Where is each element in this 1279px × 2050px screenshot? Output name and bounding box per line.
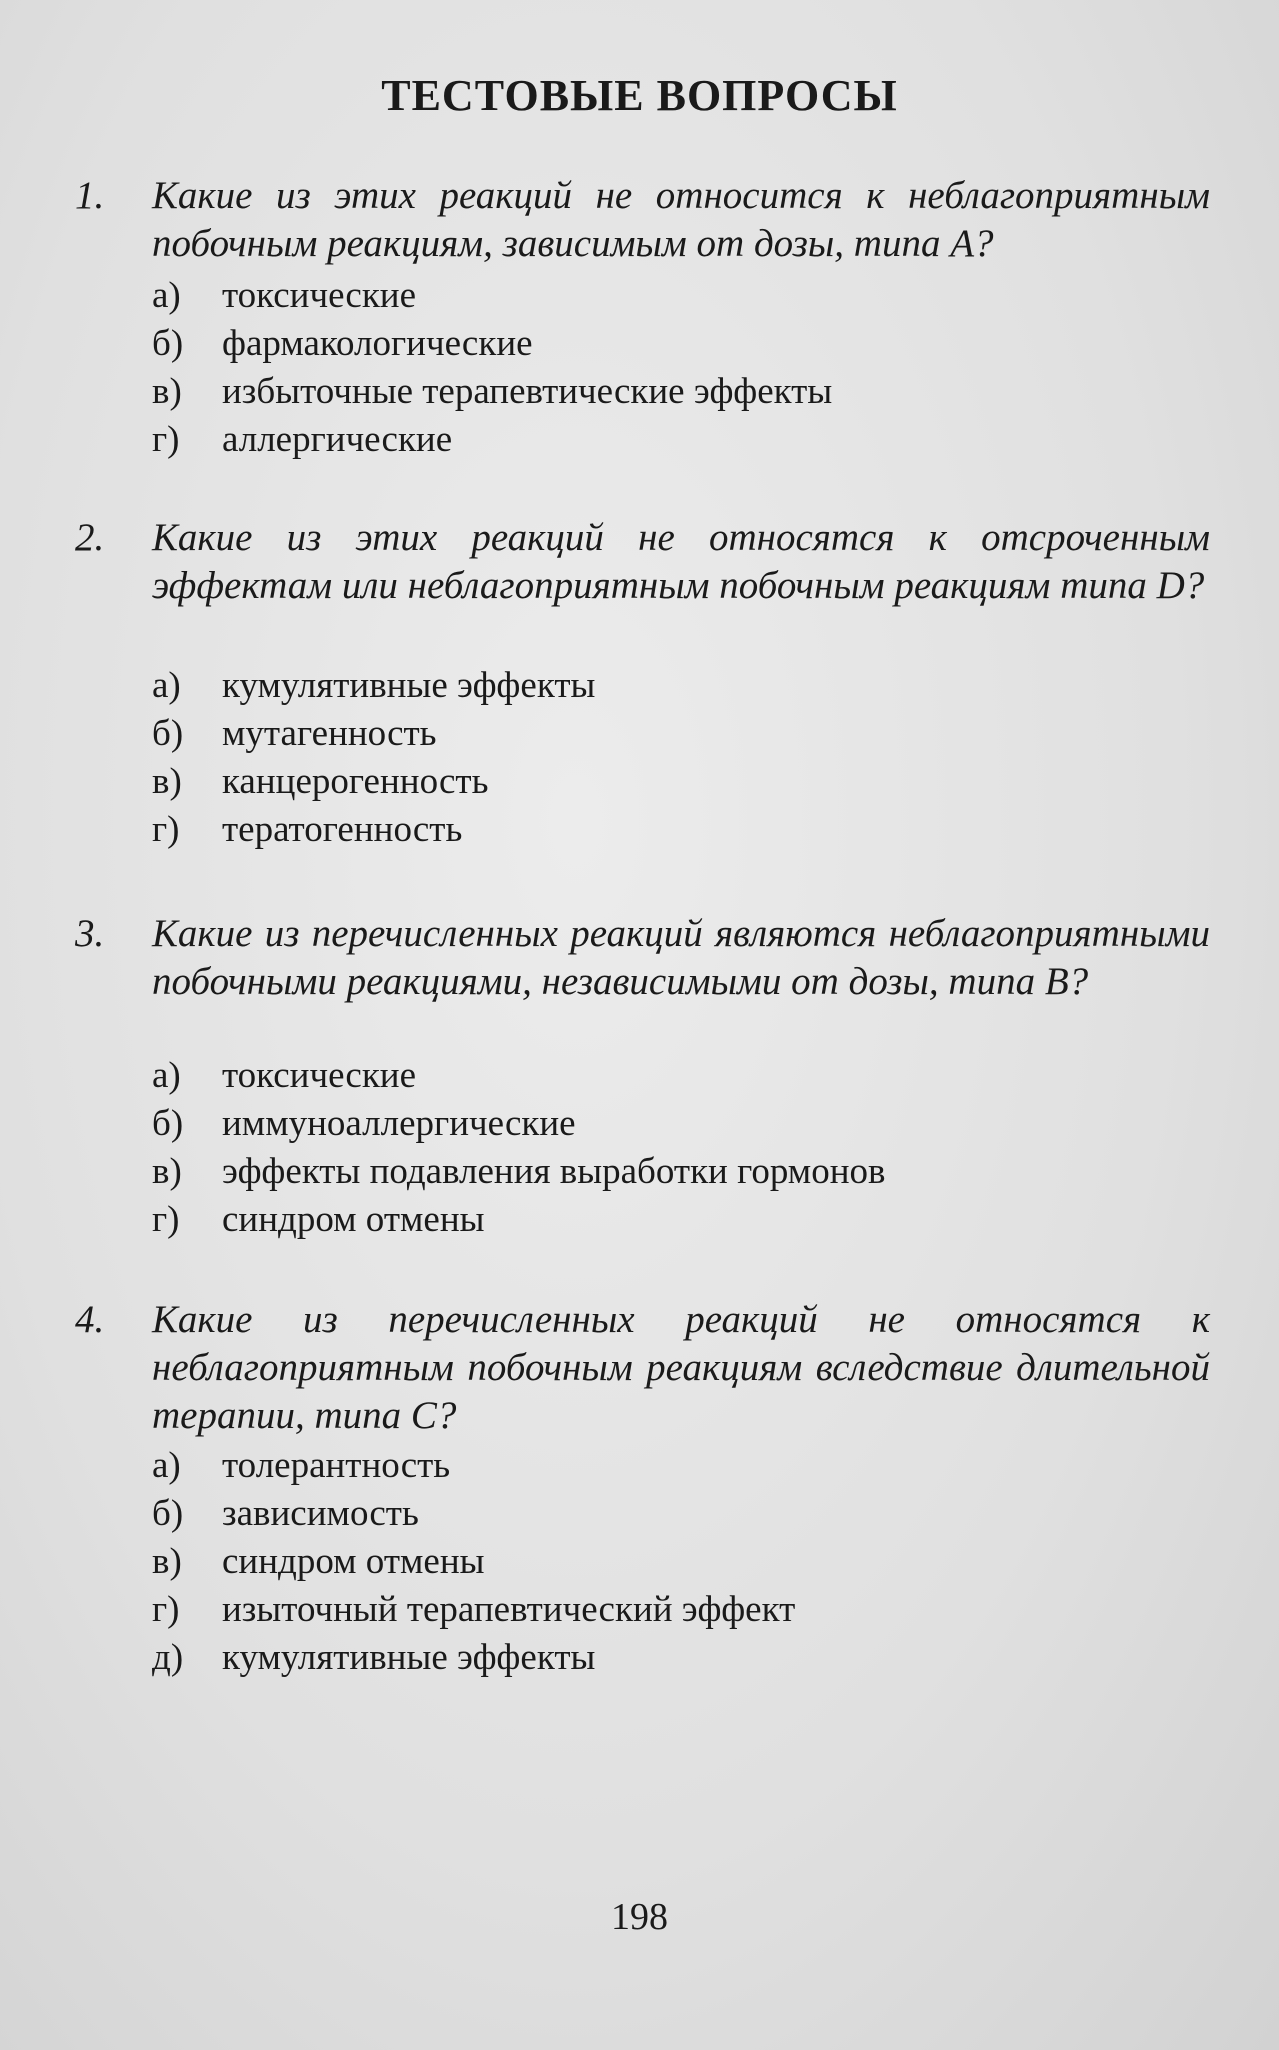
question-1: [75, 172, 1210, 268]
question-text: Какие из этих реакций не относятся к отсроченным эффектам или неблагоприятным побочным реакциям типа D?: [152, 516, 1210, 607]
option: б) мутагенность: [152, 713, 437, 754]
option: в) канцерогенность: [152, 761, 489, 802]
question-number: 4.: [75, 1298, 105, 1341]
question-3: [75, 910, 1210, 1006]
question-text: Какие из этих реакций не относится к неблагоприятным побочным реакциям, зависимым от дозы, типа А?: [152, 174, 1210, 265]
question-number: 1.: [75, 174, 105, 217]
option: а) токсические: [152, 275, 417, 316]
question-number: 3.: [75, 912, 105, 955]
option: в) синдром отмены: [152, 1541, 485, 1582]
question-4: [75, 1296, 1210, 1440]
option: б) зависимость: [152, 1493, 419, 1534]
option: а) толерантность: [152, 1445, 451, 1486]
question-text: Какие из перечисленных реакций являются неблагоприятными побочными реакциями, независимыми от дозы, типа В?: [152, 912, 1210, 1003]
option: б) фармакологические: [152, 323, 533, 364]
question-text: Какие из перечисленных реакций не относятся к неблагоприятным побочным реакциям вследствие длительной терапии, типа С?: [152, 1298, 1210, 1437]
page-title: ТЕСТОВЫЕ ВОПРОСЫ: [381, 71, 898, 120]
option: а) токсические: [152, 1055, 417, 1096]
option: д) кумулятивные эффекты: [152, 1637, 596, 1678]
option: а) кумулятивные эффекты: [152, 665, 596, 706]
option: б) иммуноаллергические: [152, 1103, 576, 1144]
option: г) аллергические: [152, 419, 453, 460]
question-number: 2.: [75, 516, 105, 559]
option: г) изыточный терапевтический эффект: [152, 1589, 796, 1630]
option: г) синдром отмены: [152, 1199, 485, 1240]
option: в) избыточные терапевтические эффекты: [152, 371, 833, 412]
option: г) тератогенность: [152, 809, 463, 850]
option: в) эффекты подавления выработки гормонов: [152, 1151, 886, 1192]
page-number: 198: [611, 1896, 668, 1938]
question-2: [75, 514, 1210, 610]
